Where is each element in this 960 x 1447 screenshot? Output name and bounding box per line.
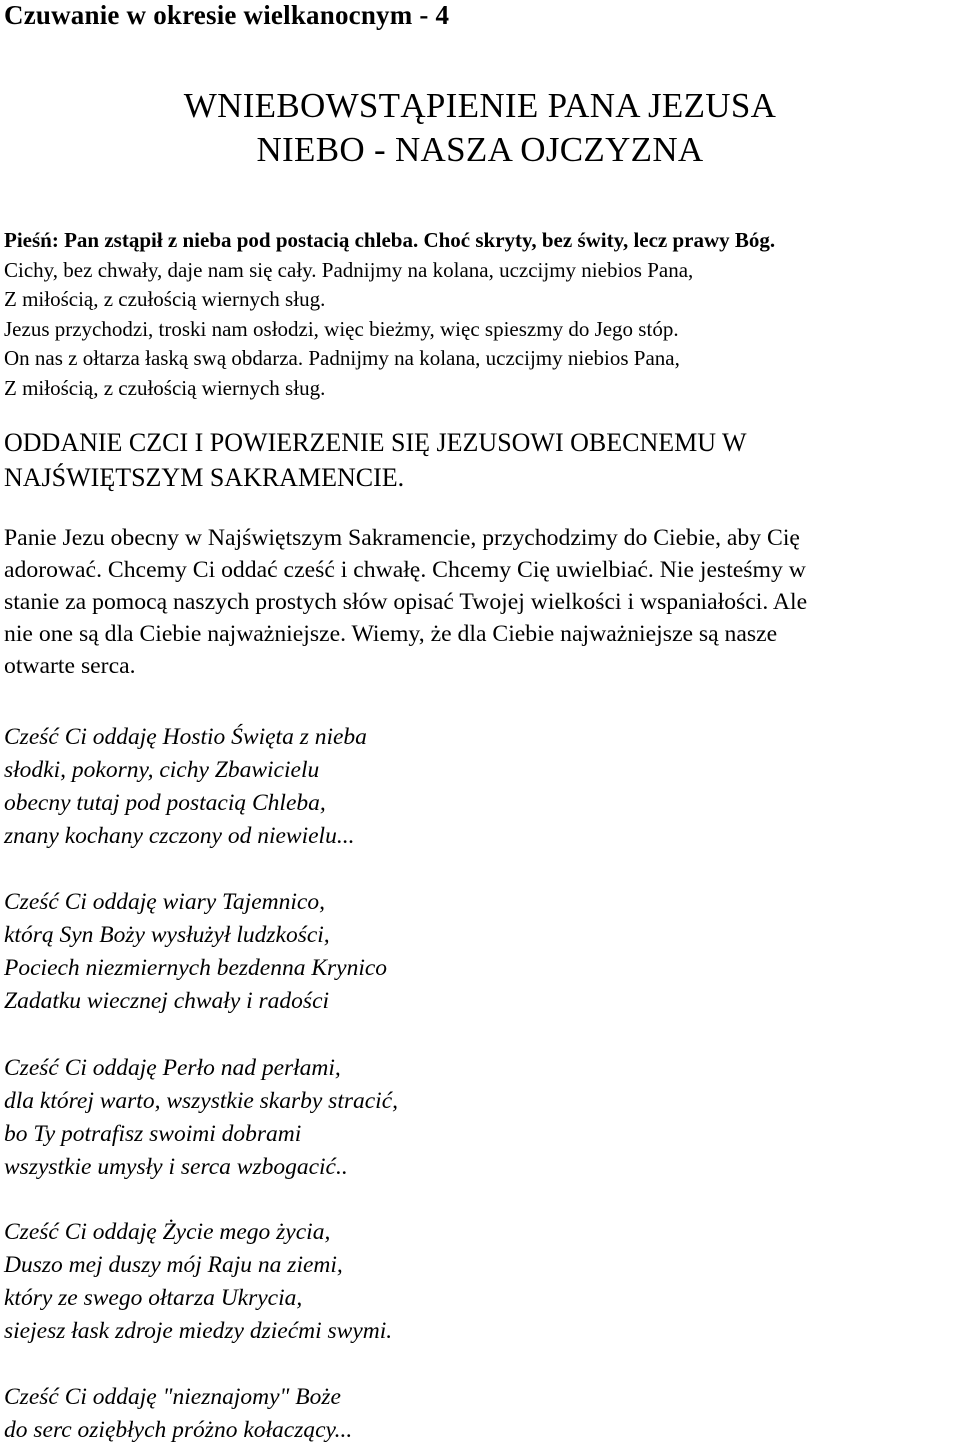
section-heading: ODDANIE CZCI I POWIERZENIE SIĘ JEZUSOWI OBECNEMU W NAJŚWIĘTSZYM SAKRAMENCIE. bbox=[4, 428, 747, 492]
poem-line: wszystkie umysły i serca wzbogacić.. bbox=[4, 1154, 348, 1180]
song-line: Z miłością, z czułością wiernych sług. bbox=[4, 375, 326, 400]
poem-line: Pociech niezmiernych bezdenna Krynico bbox=[4, 955, 388, 981]
main-title-line-1: WNIEBOWSTĄPIENIE PANA JEZUSA bbox=[183, 86, 777, 125]
poem-line: Duszo mej duszy mój Raju na ziemi, bbox=[4, 1252, 343, 1278]
poem-line: Cześć Ci oddaję "nieznajomy" Boże bbox=[4, 1384, 341, 1410]
prayer-line: stanie za pomocą naszych prostych słów opisać Twojej wielkości i wspaniałości. Ale bbox=[4, 589, 808, 615]
poem-line: siejesz łask zdroje miedzy dziećmi swymi. bbox=[4, 1318, 393, 1344]
poem-line: do serc oziębłych próżno kołaczący... bbox=[4, 1417, 353, 1443]
song-text bbox=[4, 226, 944, 403]
poem-stanza bbox=[4, 1216, 944, 1348]
prayer-paragraph bbox=[4, 522, 949, 682]
document-header: Czuwanie w okresie wielkanocnym - 4 bbox=[4, 0, 450, 30]
prayer-line: Panie Jezu obecny w Najświętszym Sakramencie, przychodzimy do Ciebie, aby Cię bbox=[4, 525, 800, 551]
poem-line: dla której warto, wszystkie skarby stracić, bbox=[4, 1088, 399, 1114]
poem-line: Cześć Ci oddaję Życie mego życia, bbox=[4, 1219, 331, 1245]
poem-stanza bbox=[4, 886, 944, 1018]
song-line: Cichy, bez chwały, daje nam się cały. Padnijmy na kolana, uczcijmy niebios Pana, bbox=[4, 257, 694, 282]
prayer-line: otwarte serca. bbox=[4, 653, 136, 679]
song-line: Z miłością, z czułością wiernych sług. bbox=[4, 287, 326, 311]
poem-line: Cześć Ci oddaję wiary Tajemnico, bbox=[4, 889, 325, 915]
poem-line: słodki, pokorny, cichy Zbawicielu bbox=[4, 757, 320, 783]
poem-line: którą Syn Boży wysłużył ludzkości, bbox=[4, 922, 330, 948]
poem-stanza bbox=[4, 721, 944, 853]
song-line: On nas z ołtarza łaską swą obdarza. Padnijmy na kolana, uczcijmy niebios Pana, bbox=[4, 346, 680, 370]
song-line: Jezus przychodzi, troski nam osłodzi, więc bieżmy, więc spieszmy do Jego stóp. bbox=[4, 316, 679, 341]
poem-line: znany kochany czczony od niewielu... bbox=[4, 823, 355, 849]
song-line: Pieśń: Pan zstąpił z nieba pod postacią chleba. Choć skryty, bez świty, lecz prawy Bóg. bbox=[4, 228, 776, 252]
poem-line: który ze swego ołtarza Ukrycia, bbox=[4, 1285, 303, 1311]
poem-line: Cześć Ci oddaję Perło nad perłami, bbox=[4, 1055, 341, 1081]
poem-line: obecny tutaj pod postacią Chleba, bbox=[4, 790, 326, 816]
prayer-line: adorować. Chcemy Ci oddać cześć i chwałę. Chcemy Cię uwielbiać. Nie jesteśmy w bbox=[4, 557, 806, 583]
poem-line: Cześć Ci oddaję Hostio Święta z nieba bbox=[4, 724, 367, 750]
poem-stanza bbox=[4, 1381, 944, 1447]
poem-stanza bbox=[4, 1052, 944, 1184]
poem-line: bo Ty potrafisz swoimi dobrami bbox=[4, 1121, 302, 1147]
prayer-line: nie one są dla Ciebie najważniejsze. Wiemy, że dla Ciebie najważniejsze są nasze bbox=[4, 621, 778, 647]
poem-line: Zadatku wiecznej chwały i radości bbox=[4, 988, 330, 1014]
main-title-line-2: NIEBO - NASZA OJCZYZNA bbox=[256, 130, 704, 169]
